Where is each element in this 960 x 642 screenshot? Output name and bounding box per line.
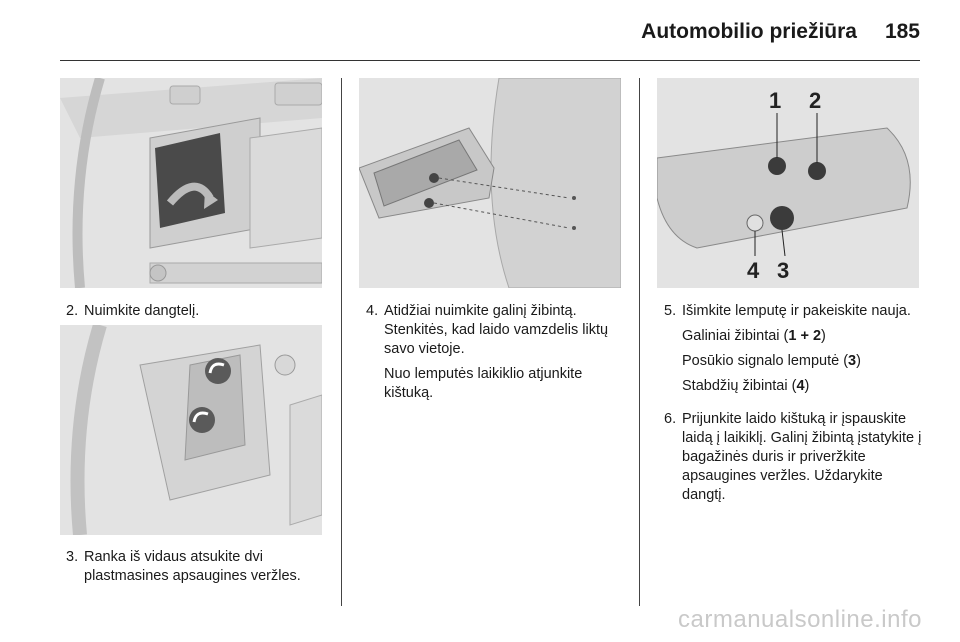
step-3-number: 3. — [66, 549, 79, 565]
bulb-label-2: 2 — [809, 88, 822, 113]
bulb-positions-illustration — [657, 78, 919, 288]
step-5-number: 5. — [664, 303, 677, 319]
figure-nuts — [60, 325, 322, 535]
figure-bulb-positions — [657, 78, 919, 288]
figure-cover-removal — [60, 78, 322, 288]
nuts-illustration — [60, 325, 322, 535]
step-2-text: Nuimkite dangtelį. — [84, 303, 200, 319]
step-3-text: Ranka iš vidaus atsukite dvi plastmasines apsaugines veržles. — [84, 549, 301, 584]
cover-removal-illustration — [60, 78, 322, 288]
page-title: Automobilio priežiūra — [641, 20, 857, 43]
bulb-label-1: 1 — [769, 88, 782, 113]
watermark: carmanualsonline.info — [678, 606, 922, 633]
step-5-line2: Posūkio signalo lemputė (3) — [682, 353, 861, 369]
figure-tail-light-removal — [359, 78, 621, 288]
bulb-label-3: 3 — [777, 258, 790, 283]
step-4-text: Atidžiai nuimkite galinį žibintą. Stenkitės, kad laido vamzdelis liktų savo vietoje. — [384, 303, 609, 357]
step-5-line1: Galiniai žibintai (1 + 2) — [682, 328, 826, 344]
column-divider-right — [639, 78, 640, 606]
step-3 — [66, 548, 336, 592]
tail-light-removal-illustration — [359, 78, 621, 288]
step-4 — [366, 302, 628, 409]
header-rule — [60, 60, 920, 61]
step-6-text: Prijunkite laido kištuką ir įspauskite laidą į laikiklį. Galinį žibintą įstatykite į bagažinės duris ir priveržkite apsaugines veržles. Uždarykite dangtį. — [682, 411, 922, 503]
step-6-number: 6. — [664, 411, 677, 427]
column-divider-left — [341, 78, 342, 606]
step-6 — [664, 410, 926, 511]
step-5-text: Išimkite lemputę ir pakeiskite nauja. — [682, 303, 911, 319]
page-number: 185 — [884, 20, 920, 43]
step-2-number: 2. — [66, 303, 79, 319]
step-5 — [664, 302, 926, 402]
bulb-label-4: 4 — [747, 258, 760, 283]
step-2 — [66, 302, 336, 327]
step-4-number: 4. — [366, 303, 379, 319]
step-5-line3: Stabdžių žibintai (4) — [682, 378, 810, 394]
step-4-text2: Nuo lemputės laikiklio atjunkite kištuką. — [384, 366, 583, 401]
